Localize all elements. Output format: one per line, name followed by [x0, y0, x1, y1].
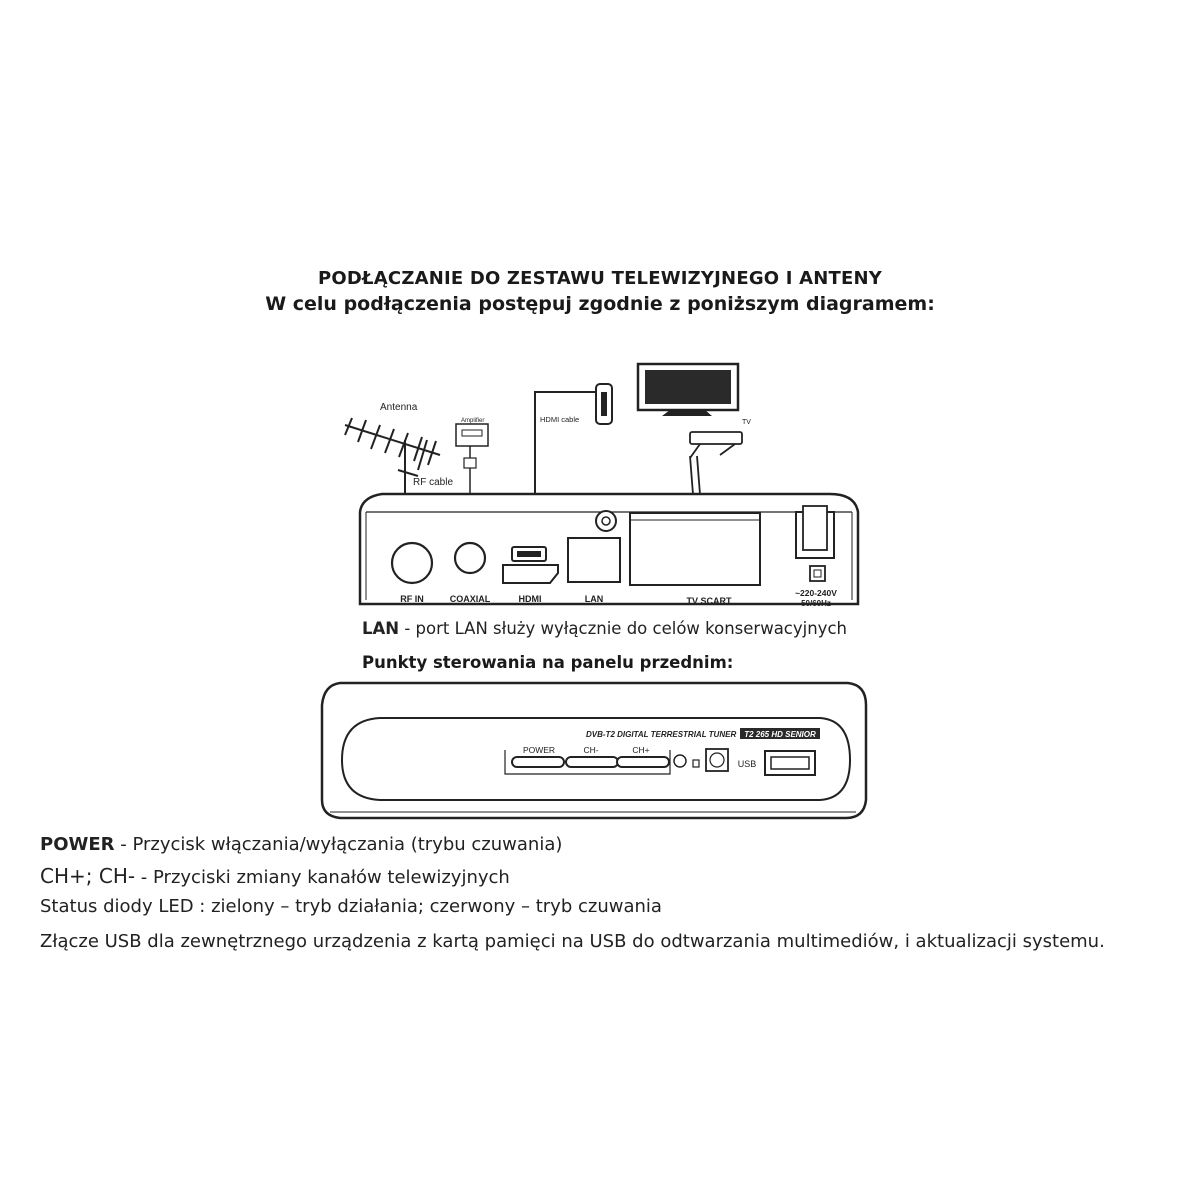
- power-frequency-label: 50/60Hz: [801, 599, 831, 608]
- usb-label: USB: [737, 759, 757, 769]
- page-title: PODŁĄCZANIE DO ZESTAWU TELEWIZYJNEGO I ANTENY: [317, 268, 882, 289]
- ch-minus-button-label: CH-: [583, 745, 599, 755]
- tv-label: TV: [742, 419, 751, 426]
- lan-port: [568, 538, 620, 582]
- legend-power-term: POWER: [40, 834, 115, 855]
- power-button[interactable]: [512, 757, 564, 767]
- ir-sensor-icon: [693, 760, 699, 767]
- antenna-label: Antenna: [380, 402, 418, 413]
- page-subtitle: W celu podłączenia postępuj zgodnie z poniższym diagramem:: [265, 293, 935, 315]
- legend-channels-text: - Przyciski zmiany kanałów telewizyjnych: [135, 867, 510, 888]
- legend-power-text: - Przycisk włączania/wyłączania (trybu czuwania): [114, 834, 563, 855]
- legend-channels: [40, 864, 510, 888]
- ch-plus-button[interactable]: [617, 757, 669, 767]
- front-panel-heading: Punkty sterowania na panelu przednim:: [362, 653, 734, 672]
- rf-in-port: [392, 543, 432, 583]
- ch-minus-button[interactable]: [566, 757, 618, 767]
- hdmi-cable-label: HDMI cable: [540, 415, 580, 424]
- hdmi-plug-icon: [596, 384, 612, 424]
- tv-scart-port: [630, 513, 760, 585]
- usb-port[interactable]: [765, 751, 815, 775]
- legend-led: Status diody LED : zielony – tryb działania; czerwony – tryb czuwania: [40, 896, 662, 917]
- legend-channels-term: CH+; CH-: [40, 864, 136, 888]
- lan-note-text: - port LAN służy wyłącznie do celów konserwacyjnych: [399, 619, 847, 638]
- coaxial-label: COAXIAL: [449, 594, 491, 604]
- lan-note-term: LAN: [362, 619, 400, 638]
- led-indicator-icon: [674, 755, 686, 767]
- lan-label: LAN: [584, 594, 604, 604]
- amplifier-label: Amplifier: [461, 418, 485, 424]
- coaxial-port: [455, 543, 485, 573]
- power-voltage-label: ~220-240V: [795, 588, 837, 598]
- audio-jack: [596, 511, 616, 531]
- lan-note: [362, 619, 847, 638]
- hdmi-label: HDMI: [518, 594, 542, 604]
- rf-in-label: RF IN: [400, 594, 424, 604]
- rf-cable-label: RF cable: [413, 477, 454, 488]
- model-badge-text: T2 265 HD SENIOR: [744, 730, 816, 739]
- legend-usb: Złącze USB dla zewnętrznego urządzenia z kartą pamięci na USB do odtwarzania multimediów, i aktualizacji systemu.: [40, 931, 1105, 952]
- tv-scart-label: TV SCART: [686, 596, 732, 606]
- legend-power: [40, 834, 562, 855]
- tv-icon: [638, 364, 738, 416]
- power-button-label: POWER: [522, 745, 556, 755]
- model-text: DVB-T2 DIGITAL TERRESTRIAL TUNER: [586, 730, 737, 739]
- ch-plus-button-label: CH+: [632, 745, 650, 755]
